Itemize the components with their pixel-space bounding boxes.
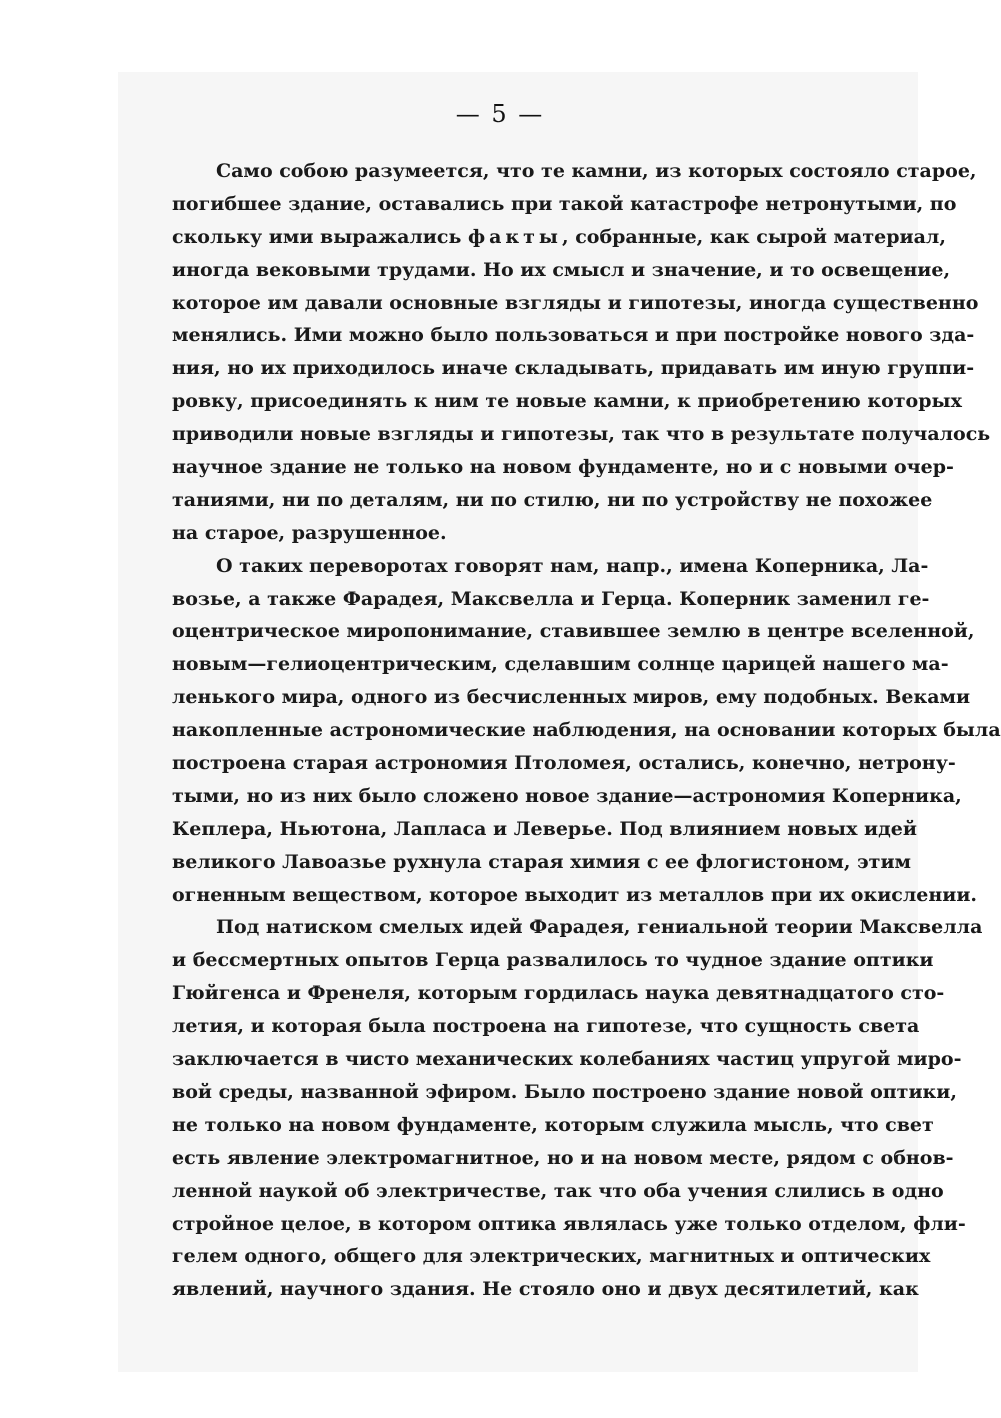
text-line: тыми, но из них было сложено новое здание—астрономия Коперника, [172,784,962,807]
text-line: накопленные астрономические наблюдения, на основании которых была [172,719,1001,742]
text-line: огненным веществом, которое выходит из металлов при их окислении. [172,883,978,906]
body-text [172,155,1001,1306]
text-line: есть явление электромагнитное, но и на новом месте, рядом с обнов- [172,1146,954,1169]
text-line: погибшее здание, оставались при такой катастрофе нетронутыми, по [172,192,957,215]
text-line: не только на новом фундаменте, которым служила мысль, что свет [172,1113,934,1136]
text-line-composite [172,221,946,254]
text-line: приводили новые взгляды и гипотезы, так что в результате получалось [172,423,991,446]
text-line: вой среды, названной эфиром. Было построено здание новой оптики, [172,1080,957,1103]
text-line: ния, но их приходилось иначе складывать, придавать им иную группи- [172,357,975,380]
text-line: менялись. Ими можно было пользоваться и при постройке нового зда- [172,324,975,347]
text-fragment: скольку ими выражались [172,225,462,248]
text-fragment: , собранные, как сырой материал, [561,225,946,248]
text-line: новым—гелиоцентрическим, сделавшим солнце царицей нашего ма- [172,653,949,676]
text-line: построена старая астрономия Птоломея, остались, конечно, нетрону- [172,752,956,775]
text-line: ленной наукой об электричестве, так что оба учения слились в одно [172,1179,944,1202]
text-line: Кеплера, Ньютона, Лапласа и Леверье. Под влиянием новых идей [172,817,917,840]
text-line: которое им давали основные взгляды и гипотезы, иногда существенно [172,291,979,314]
page-number: — 5 — [455,100,545,128]
text-line: летия, и которая была построена на гипотезе, что сущность света [172,1015,920,1038]
text-line: и бессмертных опытов Герца развалилось то чудное здание оптики [172,949,934,972]
text-line: иногда вековыми трудами. Но их смысл и значение, и то освещение, [172,258,951,281]
text-line: на старое, разрушенное. [172,521,447,544]
text-line: Само собою разумеется, что те камни, из которых состояло старое, [216,160,977,182]
text-line: научное здание не только на новом фундаменте, но и с новыми очер- [172,456,954,479]
text-line: заключается в чисто механических колебаниях частиц упругой миро- [172,1048,962,1071]
text-line: ленького мира, одного из бесчисленных миров, ему подобных. Веками [172,686,971,709]
text-line: гелем одного, общего для электрических, магнитных и оптических [172,1245,931,1268]
text-line: О таких переворотах говорят нам, напр., имена Коперника, Ла- [216,554,929,577]
text-line: великого Лавоазье рухнула старая химия с ее флогистоном, этим [172,850,912,873]
text-line: Под натиском смелых идей Фарадея, гениальной теории Максвелла [216,916,983,939]
text-line: оцентрическое миропонимание, ставившее землю в центре вселенной, [172,620,975,643]
emphasized-word: факты [467,225,562,248]
text-line: стройное целое, в котором оптика являлась уже только отделом, фли- [172,1212,966,1235]
text-line: возье, а также Фарадея, Максвелла и Герца. Коперник заменил ге- [172,587,930,610]
text-line: Гюйгенса и Френеля, которым гордилась наука девятнадцатого сто- [172,982,945,1005]
text-line: таниями, ни по деталям, ни по стилю, ни по устройству не похожее [172,488,933,511]
text-line: ровку, присоединять к ним те новые камни, к приобретению которых [172,390,962,413]
text-line: явлений, научного здания. Не стояло оно и двух десятилетий, как [172,1278,919,1301]
